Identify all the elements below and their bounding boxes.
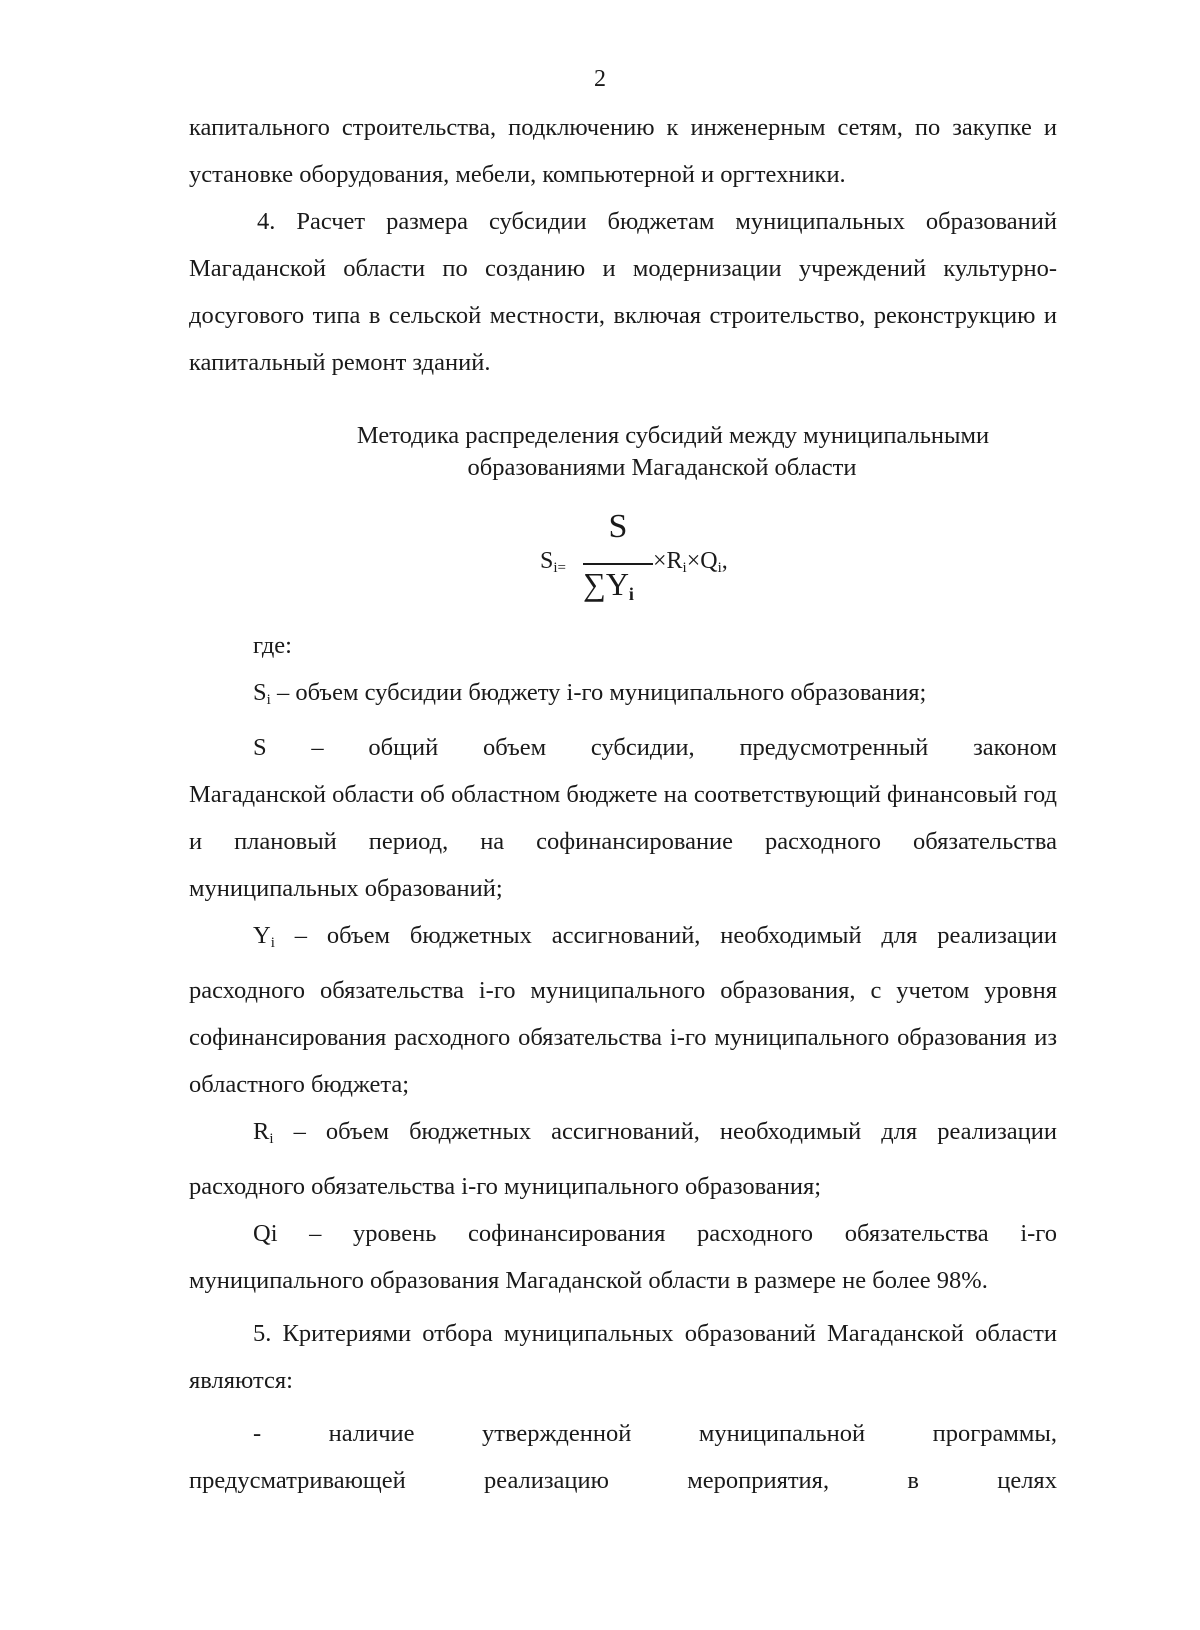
yi-text: – объем бюджетных ассигнований, необходимый для реализации расходного обязательства i-го муниципального образования, с учетом уровня софинансирования расходного обязательства i-го муниципального образования из областного бюджета; (189, 922, 1057, 1098)
definition-qi: Qi – уровень софинансирования расходного обязательства i-го муниципального образования Магаданской области в размере не более 98%. (189, 1220, 1057, 1294)
formula-times-r: ×R (653, 548, 683, 574)
formula-numerator: S (608, 508, 628, 545)
formula-tail: , (721, 548, 728, 574)
criterion-word: муниципальной (698, 1420, 866, 1447)
criterion-word: предусматривающей (189, 1467, 406, 1494)
formula-lhs-symbol: S (540, 548, 554, 574)
criterion-line-1 (189, 1410, 1057, 1457)
formula-lhs-index: i= (553, 560, 566, 576)
formula-denominator-index: i (628, 584, 634, 604)
formula-q-index: i (717, 560, 722, 576)
s-word: – (311, 734, 324, 761)
formula-denominator (583, 566, 634, 605)
ri-index: i (269, 1131, 274, 1147)
criterion-word: в (907, 1467, 919, 1494)
s-word: предусмотренный (739, 734, 929, 761)
method-title-line-1: Методика распределения субсидий между муниципальными (356, 422, 990, 449)
ri-symbol: R (253, 1118, 270, 1145)
page-number: 2 (594, 66, 606, 92)
criterion-word: реализацию (484, 1467, 609, 1494)
s-word: субсидии, (590, 734, 695, 761)
method-title (189, 420, 1057, 484)
formula-lhs (540, 548, 566, 577)
criterion-word: программы, (932, 1420, 1057, 1447)
definition-yi (189, 912, 1057, 1108)
criterion-word: - (253, 1420, 262, 1447)
definition-s-first-line (189, 724, 1057, 771)
s-word: S (253, 734, 267, 761)
formula-rhs (653, 548, 728, 577)
method-title-line-2: образованиями Магаданской области (467, 454, 857, 481)
criterion-line-2 (189, 1457, 1057, 1504)
item-4-paragraph: 4. Расчет размера субсидии бюджетам муниципальных образований Магаданской области по созданию и модернизации учреждений культурно-досугового типа в сельской местности, включая строительство, реконструкцию и капитальный ремонт зданий. (189, 208, 1057, 376)
criterion-word: наличие (328, 1420, 415, 1447)
formula-fraction-bar (583, 563, 653, 565)
s-word: объем (483, 734, 547, 761)
si-text: – объем субсидии бюджету i-го муниципального образования; (270, 679, 927, 706)
ri-text: – объем бюджетных ассигнований, необходимый для реализации расходного обязательства i-го муниципального образования; (189, 1118, 1057, 1200)
where-label: где: (253, 632, 292, 659)
item-5-paragraph: 5. Критериями отбора муниципальных образований Магаданской области являются: (189, 1320, 1057, 1394)
definition-si (189, 669, 1057, 724)
definition-ri (189, 1108, 1057, 1210)
criterion-word: мероприятия, (687, 1467, 830, 1494)
s-word: общий (368, 734, 439, 761)
criterion-word: утвержденной (482, 1420, 632, 1447)
yi-index: i (270, 935, 275, 951)
formula-times-q: ×Q (686, 548, 718, 574)
continuation-paragraph: капитального строительства, подключению к инженерным сетям, по закупке и установке оборудования, мебели, компьютерной и оргтехники. (189, 114, 1057, 188)
yi-symbol: Y (253, 922, 271, 949)
si-symbol: S (253, 679, 267, 706)
definition-s-rest: Магаданской области об областном бюджете на соответствующий финансовый год и плановый период, на софинансирование расходного обязательства муниципальных образований; (189, 781, 1057, 902)
si-index: i (266, 692, 271, 708)
criterion-word: целях (997, 1467, 1057, 1494)
intro-section (189, 104, 1057, 386)
subsidy-formula (530, 508, 730, 618)
formula-r-index: i (682, 560, 687, 576)
formula-denominator-sum: ∑Y (583, 566, 629, 602)
definitions-section (189, 622, 1057, 1504)
s-word: законом (973, 734, 1057, 761)
